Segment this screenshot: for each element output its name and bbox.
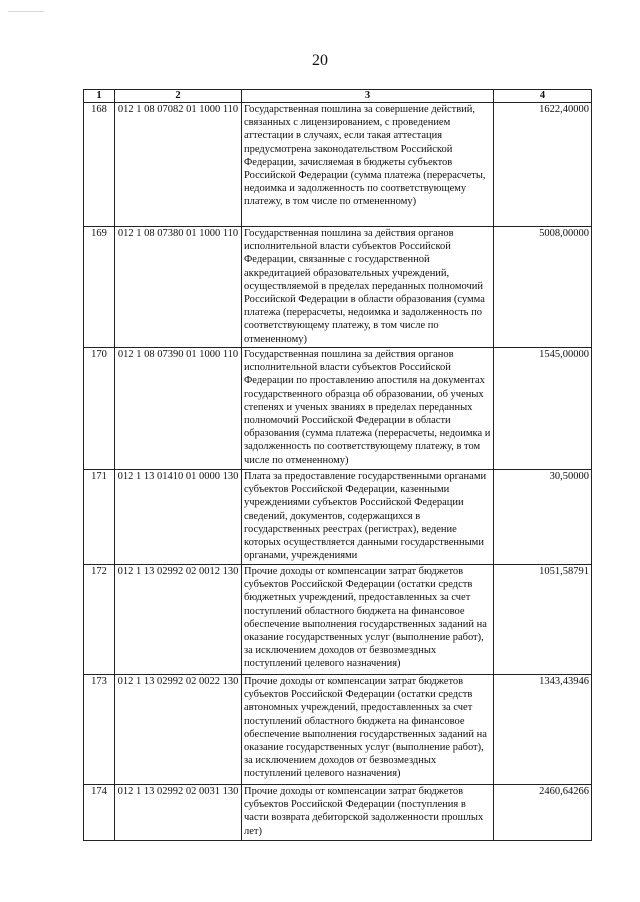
revenue-description: Плата за предоставление государственными органами субъектов Российской Федерации, казенными учреждениями субъектов Российской Федерации сведений, документов, содержащихся в государственных реестрах (регистрах), ведение которых осуществляется данными государственными органами, учреждениями (242, 470, 494, 565)
budget-code: 012 1 08 07380 01 1000 110 (115, 227, 242, 348)
amount: 1545,00000 (494, 348, 592, 470)
row-number: 174 (84, 785, 115, 841)
amount: 1622,40000 (494, 103, 592, 227)
revenue-description: Прочие доходы от компенсации затрат бюджетов субъектов Российской Федерации (остатки средств бюджетных учреждений, предоставленных за счет поступлений областного бюджета на финансовое обеспечение выполнения государственных заданий на оказание государственных услуг (выполнение работ), за исключением доходов от безвозмездных поступлений целевого назначения) (242, 565, 494, 675)
budget-code: 012 1 13 02992 02 0012 130 (115, 565, 242, 675)
amount: 30,50000 (494, 470, 592, 565)
table-row (84, 103, 592, 227)
amount: 1051,58791 (494, 565, 592, 675)
scan-edge-mark (8, 11, 44, 12)
page-number: 20 (312, 52, 328, 69)
amount: 1343,43946 (494, 675, 592, 785)
amount: 5008,00000 (494, 227, 592, 348)
column-header-3: 3 (242, 90, 494, 103)
row-number: 168 (84, 103, 115, 227)
budget-code: 012 1 13 02992 02 0022 130 (115, 675, 242, 785)
row-number: 171 (84, 470, 115, 565)
budget-code: 012 1 13 02992 02 0031 130 (115, 785, 242, 841)
revenue-description: Государственная пошлина за совершение действий, связанных с лицензированием, с проведением аттестации в случаях, если такая аттестация предусмотрена законодательством Российской Федерации, зачисляемая в бюджеты субъектов Российской Федерации (сумма платежа (перерасчеты, недоимка и задолженность по соответствующему платежу, в том числе по отмененному) (242, 103, 494, 227)
revenue-description: Прочие доходы от компенсации затрат бюджетов субъектов Российской Федерации (поступления в части возврата дебиторской задолженности прошлых лет) (242, 785, 494, 841)
revenue-description: Государственная пошлина за действия органов исполнительной власти субъектов Российской Федерации, связанные с государственной аккредитацией образовательных учреждений, осуществляемой в пределах переданных полномочий Российской Федерации в области образования (сумма платежа (перерасчеты, недоимка и задолженность по соответствующему платежу, в том числе по отмененному) (242, 227, 494, 348)
revenue-table (83, 89, 592, 841)
table-row (84, 348, 592, 470)
revenue-description: Государственная пошлина за действия органов исполнительной власти субъектов Российской Федерации по проставлению апостиля на документах государственного образца об образовании, об ученых степенях и ученых званиях в пределах переданных полномочий Российской Федерации в области образования (сумма платежа (перерасчеты, недоимка и задолженность по соответствующему платежу, в том числе по отмененному) (242, 348, 494, 470)
budget-code: 012 1 08 07390 01 1000 110 (115, 348, 242, 470)
row-number: 173 (84, 675, 115, 785)
column-header-1: 1 (84, 90, 115, 103)
row-number: 172 (84, 565, 115, 675)
revenue-description: Прочие доходы от компенсации затрат бюджетов субъектов Российской Федерации (остатки средств автономных учреждений, предоставленных за счет поступлений областного бюджета на финансовое обеспечение выполнения государственных заданий на оказание государственных услуг (выполнение работ), за исключением доходов от безвозмездных поступлений целевого назначения) (242, 675, 494, 785)
table-header-row (84, 90, 592, 103)
table-row (84, 675, 592, 785)
table-row (84, 565, 592, 675)
budget-code: 012 1 08 07082 01 1000 110 (115, 103, 242, 227)
row-number: 169 (84, 227, 115, 348)
table-row (84, 470, 592, 565)
row-number: 170 (84, 348, 115, 470)
amount: 2460,64266 (494, 785, 592, 841)
column-header-4: 4 (494, 90, 592, 103)
table-row (84, 785, 592, 841)
table-row (84, 227, 592, 348)
column-header-2: 2 (115, 90, 242, 103)
budget-code: 012 1 13 01410 01 0000 130 (115, 470, 242, 565)
